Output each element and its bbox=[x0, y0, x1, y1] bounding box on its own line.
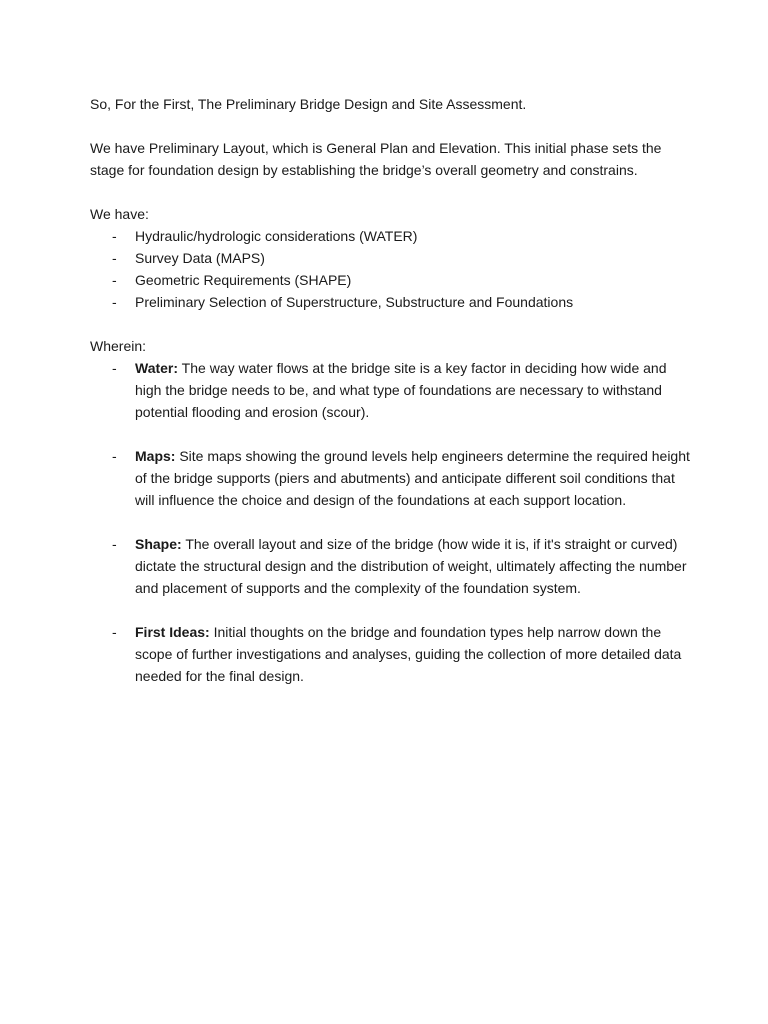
dash-marker: - bbox=[112, 360, 117, 376]
dash-marker: - bbox=[112, 448, 117, 464]
term-description: The overall layout and size of the bridge (how wide it is, if it's straight or curved) dictate the structural design and the distribution of weight, ultimately affecting the number and placement of supports and the complexity of the foundation system. bbox=[135, 536, 687, 596]
list-item-text: Preliminary Selection of Superstructure, Substructure and Foundations bbox=[135, 294, 574, 310]
list-item bbox=[90, 247, 690, 269]
term-description: The way water flows at the bridge site is a key factor in deciding how wide and high the bridge needs to be, and what type of foundations are necessary to withstand potential flooding and erosion (scour). bbox=[135, 360, 667, 420]
list-item-text: Hydraulic/hydrologic considerations (WATER) bbox=[135, 228, 418, 244]
list-item bbox=[90, 225, 690, 247]
term-label: Shape: bbox=[135, 536, 182, 552]
list-item-shape bbox=[90, 533, 690, 599]
dash-marker: - bbox=[112, 272, 117, 288]
wherein-heading: Wherein: bbox=[90, 338, 147, 354]
dash-marker: - bbox=[112, 294, 117, 310]
list-item bbox=[90, 269, 690, 291]
spacer bbox=[90, 181, 690, 203]
document-body bbox=[90, 93, 690, 687]
intro-paragraph: So, For the First, The Preliminary Bridge Design and Site Assessment. bbox=[90, 96, 527, 112]
list-item-first-ideas bbox=[90, 621, 690, 687]
spacer bbox=[90, 313, 690, 335]
term-description: Initial thoughts on the bridge and foundation types help narrow down the scope of further investigations and analyses, guiding the collection of more detailed data needed for the final design. bbox=[135, 624, 682, 684]
dash-marker: - bbox=[112, 250, 117, 266]
term-label: First Ideas: bbox=[135, 624, 210, 640]
term-description: Site maps showing the ground levels help engineers determine the required height of the bridge supports (piers and abutments) and anticipate different soil conditions that will influence the choice and design of the foundations at each support location. bbox=[135, 448, 690, 508]
layout-paragraph: We have Preliminary Layout, which is General Plan and Elevation. This initial phase sets the stage for foundation design by establishing the bridge’s overall geometry and constrains. bbox=[90, 140, 662, 178]
term-label: Water: bbox=[135, 360, 179, 376]
dash-marker: - bbox=[112, 624, 117, 640]
list-item-water bbox=[90, 357, 690, 423]
term-label: Maps: bbox=[135, 448, 176, 464]
list-item-maps bbox=[90, 445, 690, 511]
spacer bbox=[90, 115, 690, 137]
list-item-text: Geometric Requirements (SHAPE) bbox=[135, 272, 352, 288]
dash-marker: - bbox=[112, 536, 117, 552]
wherein-list bbox=[90, 357, 690, 687]
list-item bbox=[90, 291, 690, 313]
dash-marker: - bbox=[112, 228, 117, 244]
list-item-text: Survey Data (MAPS) bbox=[135, 250, 265, 266]
we-have-list bbox=[90, 225, 690, 313]
we-have-heading: We have: bbox=[90, 206, 149, 222]
